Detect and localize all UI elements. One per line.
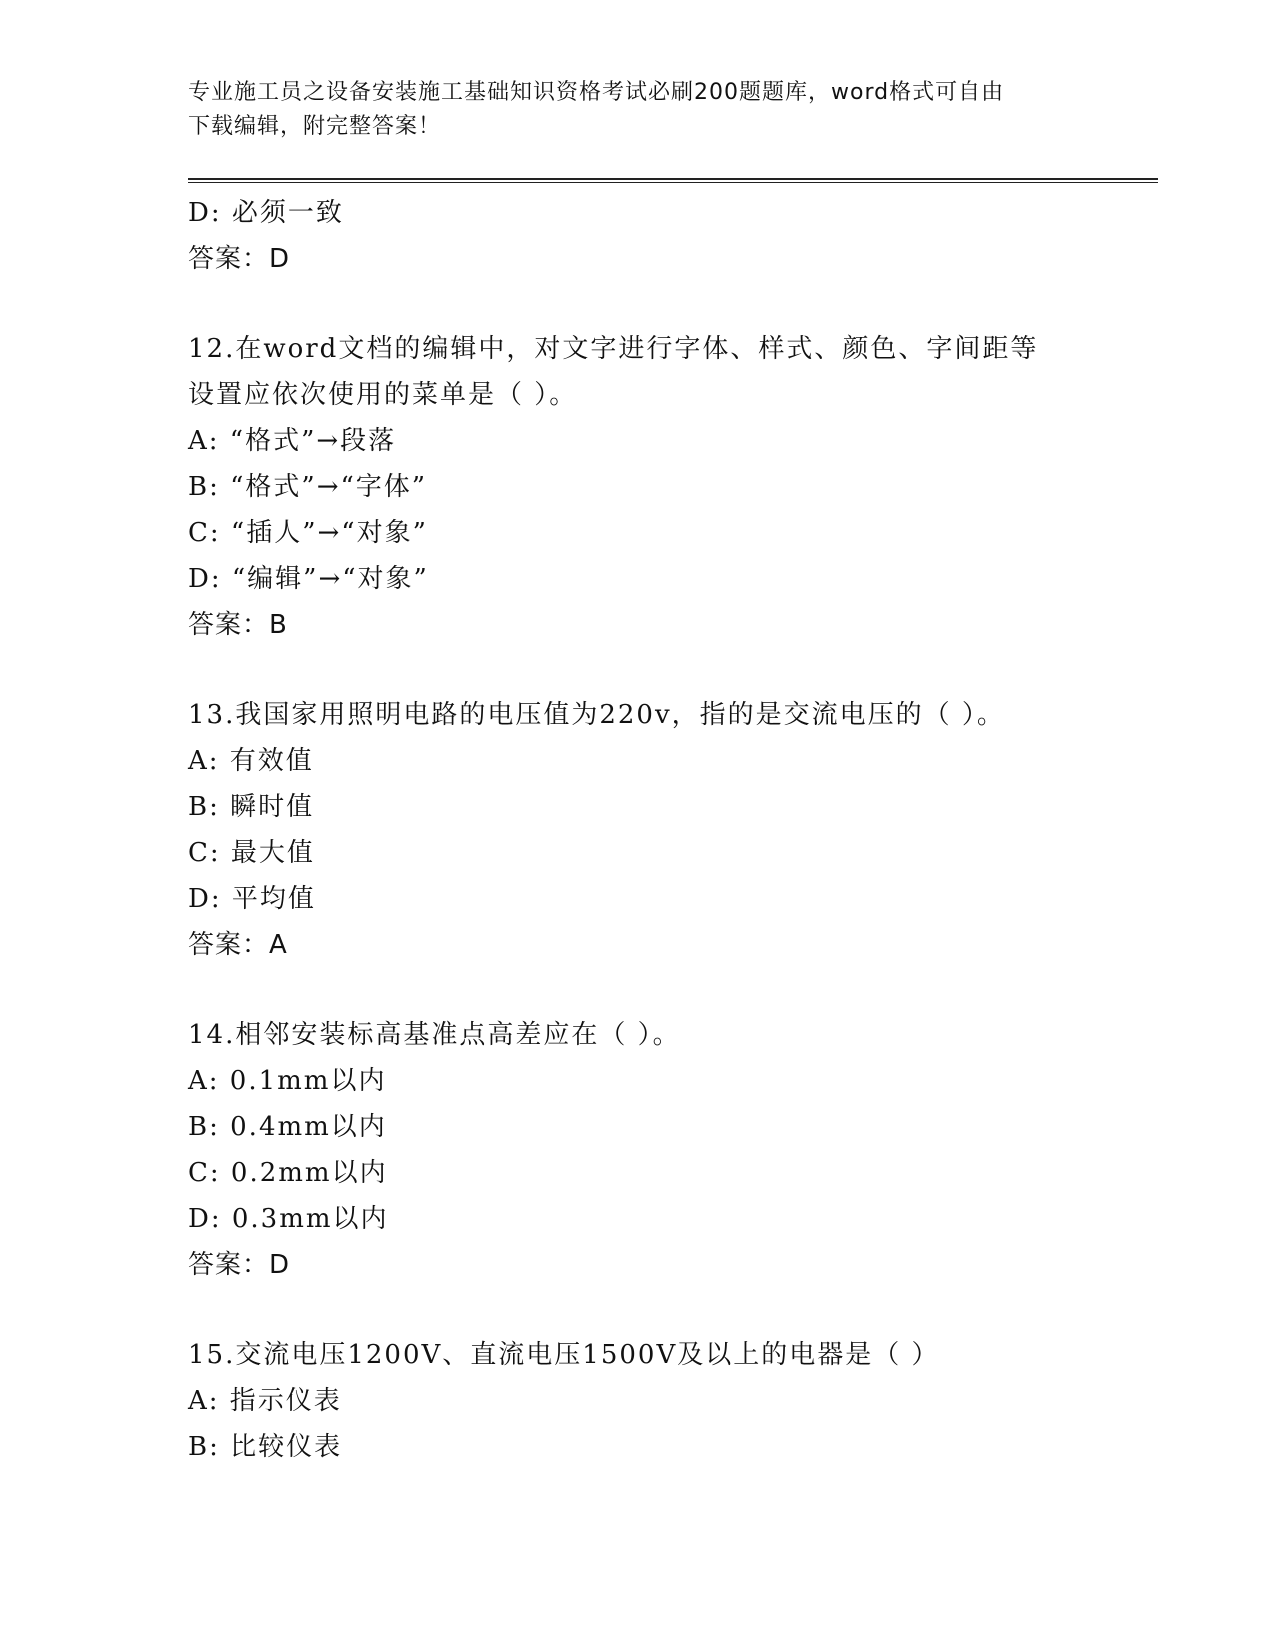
question-stem: 14.相邻安装标高基准点高差应在（ ）。: [188, 1020, 681, 1050]
option-d: D: 0.3mm以内: [188, 1204, 389, 1234]
option-b: B: 0.4mm以内: [188, 1112, 387, 1142]
page-header: [188, 76, 1068, 144]
option-b: B: 瞬时值: [188, 792, 315, 822]
option-a: A: 指示仪表: [188, 1386, 342, 1416]
spacer: [188, 648, 1088, 692]
question-list: [188, 190, 1088, 1470]
spacer: [188, 968, 1088, 1012]
question-13: [188, 692, 1088, 968]
option-c: C: 0.2mm以内: [188, 1158, 388, 1188]
header-divider-thick: [188, 178, 1158, 180]
spacer: [188, 282, 1088, 326]
header-divider-thin: [188, 182, 1158, 183]
question-14: [188, 1012, 1088, 1288]
option-d: D: 平均值: [188, 884, 316, 914]
answer-line: 答案：A: [188, 930, 288, 960]
previous-question-tail: [188, 190, 1088, 282]
question-stem: 13.我国家用照明电路的电压值为220v，指的是交流电压的（ ）。: [188, 700, 1005, 730]
option-a: A: “格式”→段落: [188, 426, 397, 456]
question-15: [188, 1332, 1088, 1470]
question-stem: 12.在word文档的编辑中，对文字进行字体、样式、颜色、字间距等: [188, 334, 1039, 364]
question-stem: 15.交流电压1200V、直流电压1500V及以上的电器是（ ）: [188, 1340, 940, 1370]
option-c: C: 最大值: [188, 838, 315, 868]
option-d: D: “编辑”→“对象”: [188, 564, 429, 594]
question-12: [188, 326, 1088, 648]
option-a: A: 有效值: [188, 746, 314, 776]
answer-line: 答案：D: [188, 244, 291, 274]
spacer: [188, 1288, 1088, 1332]
option-c: C: “插人”→“对象”: [188, 518, 428, 548]
option-a: A: 0.1mm以内: [188, 1066, 387, 1096]
question-stem-continued: 设置应依次使用的菜单是（ ）。: [188, 380, 578, 410]
option-d: D: 必须一致: [188, 198, 344, 228]
answer-line: 答案：B: [188, 610, 288, 640]
option-b: B: 比较仪表: [188, 1432, 343, 1462]
answer-line: 答案：D: [188, 1250, 291, 1280]
header-title-line-2: 下载编辑，附完整答案！: [188, 114, 442, 139]
header-title-line-1: 专业施工员之设备安装施工基础知识资格考试必刷200题题库，word格式可自由: [188, 80, 1005, 105]
option-b: B: “格式”→“字体”: [188, 472, 428, 502]
